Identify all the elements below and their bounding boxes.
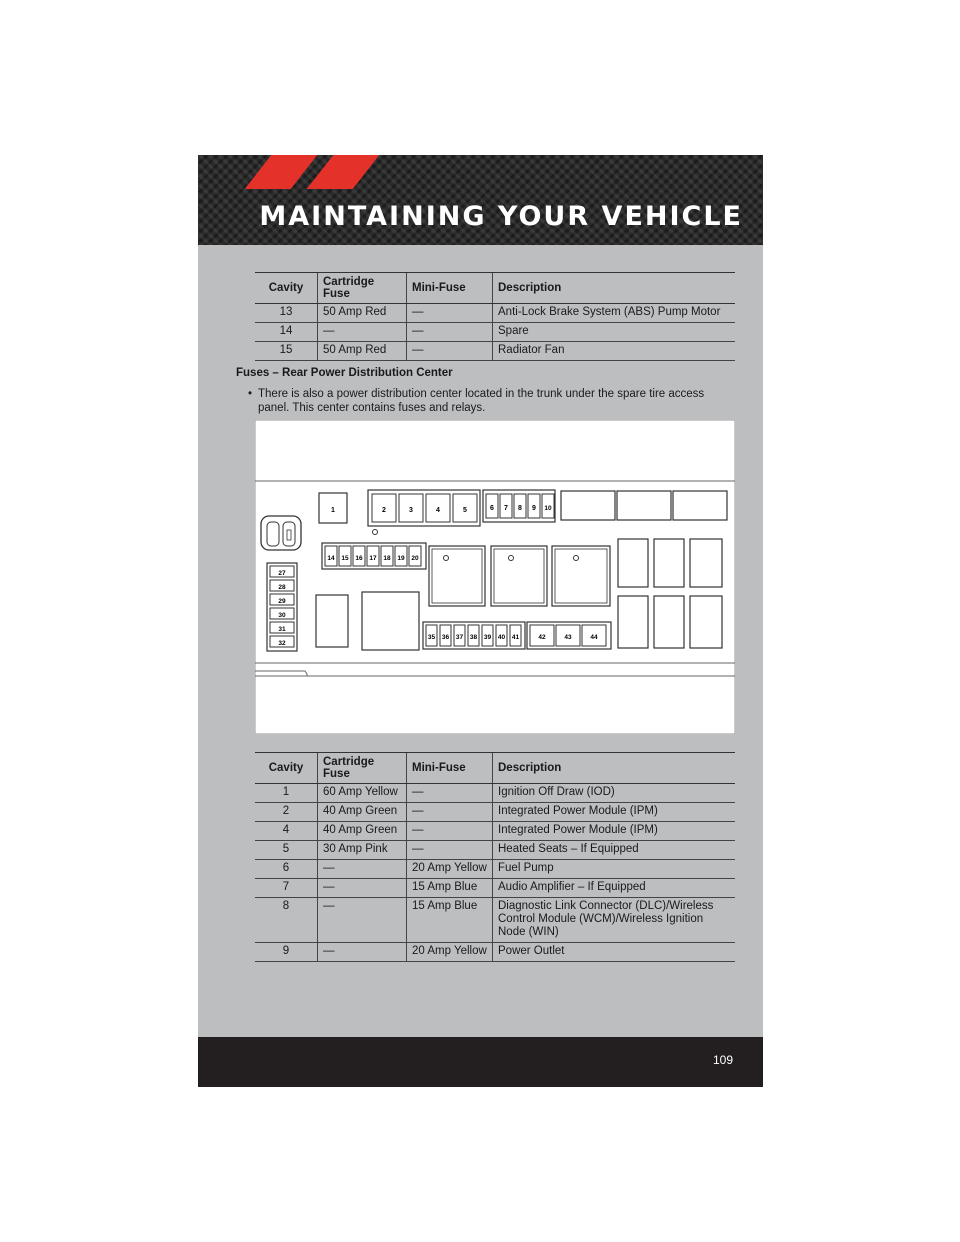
- page-footer: [198, 1037, 763, 1087]
- fuse-label-10: 10: [544, 505, 552, 512]
- header-banner: [198, 155, 763, 245]
- fuse-box-diagram: [255, 420, 735, 734]
- section-heading: Fuses – Rear Power Distribution Center: [236, 367, 453, 379]
- cartridge-cell: 30 Amp Pink: [318, 841, 407, 860]
- fuse-label-8: 8: [518, 505, 522, 512]
- fuse-label-27: 27: [278, 570, 286, 577]
- fuse-label-44: 44: [590, 634, 598, 641]
- table-row: [255, 342, 735, 361]
- column-header-description: Description: [493, 273, 736, 304]
- bullet-icon: •: [248, 388, 253, 400]
- fuse-label-15: 15: [341, 555, 349, 562]
- table-row: [255, 784, 735, 803]
- table-row: [255, 822, 735, 841]
- fuse-label-1: 1: [331, 507, 335, 514]
- cavity-cell: 1: [255, 784, 318, 803]
- cavity-cell: 2: [255, 803, 318, 822]
- fuse-label-40: 40: [497, 634, 506, 641]
- fuse-label-14: 14: [327, 555, 335, 562]
- column-header-mini: Mini-Fuse: [407, 753, 493, 784]
- cavity-cell: 6: [255, 860, 318, 879]
- cartridge-cell: 40 Amp Green: [318, 803, 407, 822]
- fuse-label-35: 35: [427, 634, 436, 641]
- cartridge-cell: —: [318, 898, 407, 943]
- fuse-label-4: 4: [436, 507, 440, 514]
- description-cell: Integrated Power Module (IPM): [493, 803, 736, 822]
- description-cell: Fuel Pump: [493, 860, 736, 879]
- cavity-cell: 8: [255, 898, 318, 943]
- fuse-label-6: 6: [490, 505, 494, 512]
- fuse-table-rear: [255, 752, 735, 962]
- mini-fuse-cell: —: [407, 803, 493, 822]
- cartridge-cell: —: [318, 860, 407, 879]
- fuse-label-41: 41: [511, 634, 520, 641]
- table-row: [255, 860, 735, 879]
- fuse-label-32: 32: [278, 640, 286, 647]
- column-header-cartridge: Cartridge Fuse: [318, 273, 407, 304]
- cavity-cell: 9: [255, 943, 318, 962]
- description-cell: Anti-Lock Brake System (ABS) Pump Motor: [493, 304, 736, 323]
- description-cell: Audio Amplifier – If Equipped: [493, 879, 736, 898]
- section-title: MAINTAINING YOUR VEHICLE: [259, 201, 743, 232]
- cartridge-cell: 50 Amp Red: [318, 342, 407, 361]
- mini-fuse-cell: 15 Amp Blue: [407, 879, 493, 898]
- cartridge-cell: 60 Amp Yellow: [318, 784, 407, 803]
- fuse-label-17: 17: [369, 555, 377, 562]
- table-row: [255, 841, 735, 860]
- fuse-label-20: 20: [411, 555, 419, 562]
- cartridge-cell: —: [318, 323, 407, 342]
- fuse-label-37: 37: [455, 634, 464, 641]
- table-header-row: [255, 273, 735, 304]
- description-cell: Integrated Power Module (IPM): [493, 822, 736, 841]
- cartridge-cell: 40 Amp Green: [318, 822, 407, 841]
- mini-fuse-cell: 20 Amp Yellow: [407, 943, 493, 962]
- cavity-cell: 14: [255, 323, 318, 342]
- fuse-label-31: 31: [278, 626, 286, 633]
- fuse-label-43: 43: [564, 634, 572, 641]
- table-row: [255, 304, 735, 323]
- fuse-label-5: 5: [463, 507, 467, 514]
- table-row: [255, 879, 735, 898]
- manual-page: [198, 155, 763, 1087]
- cartridge-cell: —: [318, 943, 407, 962]
- description-cell: Heated Seats – If Equipped: [493, 841, 736, 860]
- fuse-label-42: 42: [538, 634, 546, 641]
- table-row: [255, 943, 735, 962]
- fuse-label-3: 3: [409, 507, 413, 514]
- table-row: [255, 898, 735, 943]
- latch-icon: [261, 516, 301, 550]
- mini-fuse-cell: 15 Amp Blue: [407, 898, 493, 943]
- description-cell: Power Outlet: [493, 943, 736, 962]
- bullet-paragraph: [248, 387, 728, 415]
- column-header-cavity: Cavity: [255, 753, 318, 784]
- fuse-label-16: 16: [355, 555, 363, 562]
- cavity-cell: 4: [255, 822, 318, 841]
- fuse-label-28: 28: [278, 584, 286, 591]
- description-cell: Spare: [493, 323, 736, 342]
- cartridge-cell: —: [318, 879, 407, 898]
- mini-fuse-cell: —: [407, 323, 493, 342]
- page-number: 109: [712, 1053, 733, 1067]
- fuse-label-18: 18: [383, 555, 391, 562]
- table-row: [255, 323, 735, 342]
- cavity-cell: 15: [255, 342, 318, 361]
- description-cell: Radiator Fan: [493, 342, 736, 361]
- table-row: [255, 803, 735, 822]
- column-header-mini: Mini-Fuse: [407, 273, 493, 304]
- cavity-cell: 5: [255, 841, 318, 860]
- cartridge-cell: 50 Amp Red: [318, 304, 407, 323]
- bullet-text: There is also a power distribution center located in the trunk under the spare tire access panel. This center contains fuses and relays.: [258, 388, 705, 414]
- fuse-label-29: 29: [278, 598, 286, 605]
- fuse-label-30: 30: [278, 612, 286, 619]
- fuse-table-front: [255, 272, 735, 361]
- cavity-cell: 7: [255, 879, 318, 898]
- column-header-cavity: Cavity: [255, 273, 318, 304]
- fuse-label-2: 2: [382, 507, 386, 514]
- mini-fuse-cell: —: [407, 784, 493, 803]
- mini-fuse-cell: —: [407, 304, 493, 323]
- fuse-label-39: 39: [483, 634, 492, 641]
- fuse-label-38: 38: [469, 634, 478, 641]
- description-cell: Diagnostic Link Connector (DLC)/Wireless Control Module (WCM)/Wireless Ignition Node (WIN): [493, 898, 736, 943]
- table-header-row: [255, 753, 735, 784]
- accent-stripe-right: [307, 155, 380, 189]
- column-header-cartridge: Cartridge Fuse: [318, 753, 407, 784]
- fuse-label-19: 19: [397, 555, 405, 562]
- mini-fuse-cell: —: [407, 342, 493, 361]
- cavity-cell: 13: [255, 304, 318, 323]
- mini-fuse-cell: 20 Amp Yellow: [407, 860, 493, 879]
- column-header-description: Description: [493, 753, 736, 784]
- description-cell: Ignition Off Draw (IOD): [493, 784, 736, 803]
- mini-fuse-cell: —: [407, 841, 493, 860]
- mini-fuse-cell: —: [407, 822, 493, 841]
- fuse-label-7: 7: [504, 505, 508, 512]
- accent-stripe-left: [245, 155, 318, 189]
- fuse-label-9: 9: [532, 505, 536, 512]
- fuse-label-36: 36: [441, 634, 450, 641]
